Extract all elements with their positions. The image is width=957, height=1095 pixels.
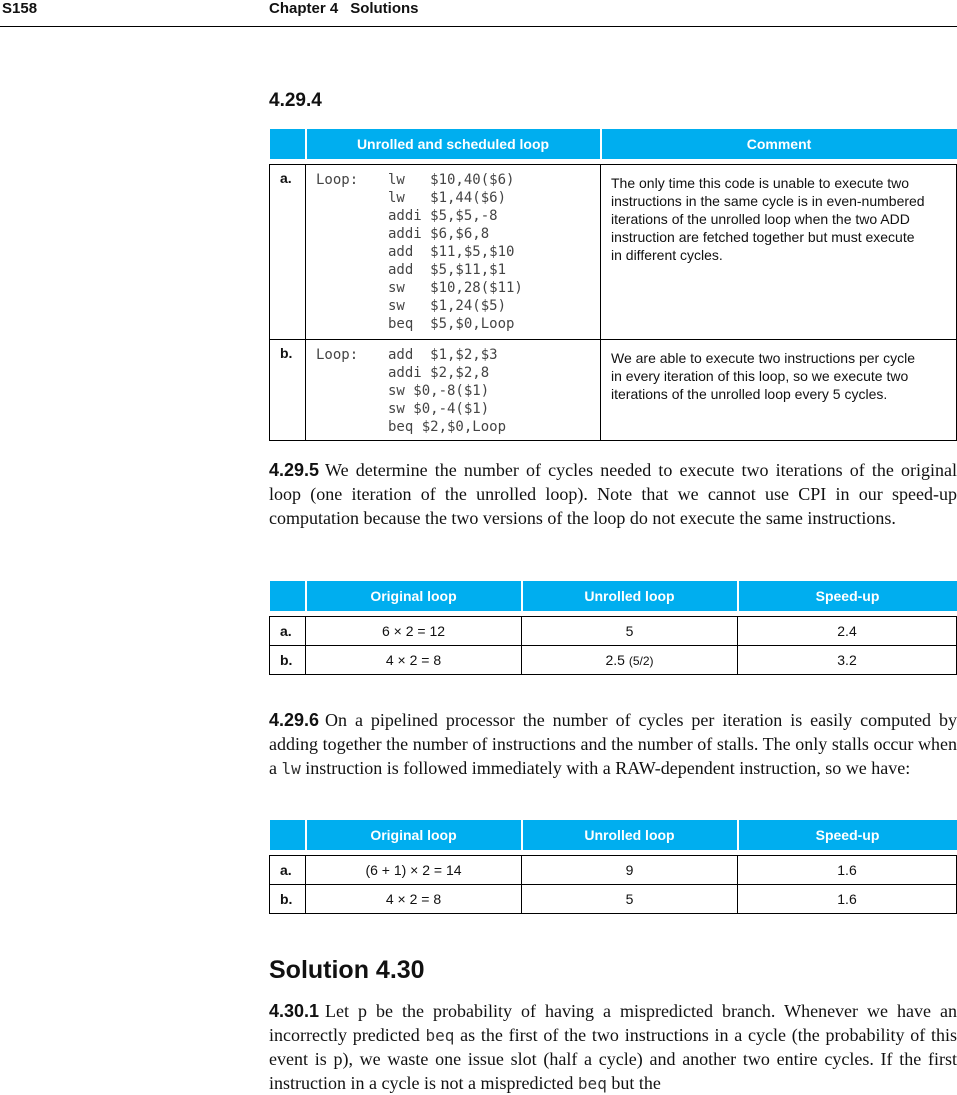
cell-original: 6 × 2 = 12 bbox=[306, 617, 522, 646]
inline-code: lw bbox=[281, 759, 301, 778]
section-heading-4-29-4: 4.29.4 bbox=[269, 90, 322, 111]
paragraph-4-29-6 bbox=[269, 708, 957, 780]
comment-cell: We are able to execute two instructions per cycle in every iteration of this loop, so we execute two iterations of the unrolled loop every 5 cycles. bbox=[601, 340, 957, 441]
solution-title: Solution 4.30 bbox=[269, 956, 425, 984]
loop-label: Loop: bbox=[316, 347, 359, 363]
table-row-b bbox=[270, 340, 957, 441]
code-line: sw $10,28($11) bbox=[388, 280, 523, 296]
code-line: Loop: add $1,$2,$3 bbox=[316, 347, 498, 363]
code-line: lw $1,44($6) bbox=[388, 190, 507, 206]
paragraph-4-29-5 bbox=[269, 458, 957, 530]
header-cell-comment: Comment bbox=[601, 129, 957, 159]
code-line: addi $2,$2,8 bbox=[388, 365, 490, 381]
row-label: b. bbox=[270, 885, 306, 914]
cell-speedup: 2.4 bbox=[738, 617, 957, 646]
cell-speedup: 1.6 bbox=[738, 885, 957, 914]
header-cell-original: Original loop bbox=[306, 820, 522, 850]
header-cell-original: Original loop bbox=[306, 581, 522, 611]
row-label: b. bbox=[270, 340, 306, 441]
paragraph-text: Let p be the probability of having a mispredicted branch. Whenever we have an incorrectly predicted bbox=[269, 1001, 957, 1045]
header-cell-blank bbox=[270, 820, 306, 850]
cell-original: (6 + 1) × 2 = 14 bbox=[306, 856, 522, 885]
paragraph-lead: 4.29.6 bbox=[269, 710, 320, 730]
paragraph-lead: 4.29.5 bbox=[269, 460, 320, 480]
unrolled-loop-table bbox=[269, 129, 957, 441]
inline-code: beq bbox=[425, 1026, 455, 1045]
code-line: beq $5,$0,Loop bbox=[388, 316, 515, 332]
speedup-table-2 bbox=[269, 820, 957, 914]
header-rule bbox=[0, 26, 957, 27]
paragraph-lead: 4.30.1 bbox=[269, 1001, 320, 1021]
table-row-b bbox=[270, 646, 957, 675]
header-cell-unrolled: Unrolled loop bbox=[522, 820, 738, 850]
row-label: a. bbox=[270, 165, 306, 340]
code-line: addi $5,$5,-8 bbox=[388, 208, 498, 224]
row-label: b. bbox=[270, 646, 306, 675]
paragraph-text: as the first of the two instructions in a cycle (the probability of this event is p), we waste one issue slot (half a cycle) and another two entire cycles. If the first instruction in a cycle is not a mispredicted bbox=[269, 1025, 957, 1093]
table-row-a bbox=[270, 856, 957, 885]
table-row-a bbox=[270, 617, 957, 646]
cell-unrolled: 5 bbox=[522, 617, 738, 646]
code-line: sw $0,-4($1) bbox=[388, 401, 490, 417]
header-cell-blank bbox=[270, 581, 306, 611]
cell-unrolled: 9 bbox=[522, 856, 738, 885]
table-header-row bbox=[270, 581, 957, 611]
row-label: a. bbox=[270, 856, 306, 885]
paragraph-text: On a pipelined processor the number of cycles per iteration is easily computed by adding together the number of instructions and the number of stalls. The only stalls occur when a bbox=[269, 710, 957, 778]
paragraph-4-30-1 bbox=[269, 999, 957, 1095]
chapter-label: Chapter 4 bbox=[269, 0, 339, 17]
header-cell-speedup: Speed-up bbox=[738, 820, 957, 850]
paragraph-text: We determine the number of cycles needed to execute two iterations of the original loop (one iteration of the unrolled loop). Note that we cannot use CPI in our speed-up computation because the two versions of the loop do not execute the same instructions. bbox=[269, 460, 957, 528]
paragraph-text: but the bbox=[611, 1073, 661, 1093]
speedup-table-1 bbox=[269, 581, 957, 675]
code-line: sw $0,-8($1) bbox=[388, 383, 490, 399]
cell-unrolled: 5 bbox=[522, 885, 738, 914]
comment-cell: The only time this code is unable to execute two instructions in the same cycle is in even-numbered iterations of the unrolled loop when the two ADD instruction are fetched together but must execute in different cycles. bbox=[601, 165, 957, 340]
code-line: sw $1,24($5) bbox=[388, 298, 507, 314]
code-line: add $11,$5,$10 bbox=[388, 244, 515, 260]
code-line: addi $6,$6,8 bbox=[388, 226, 490, 242]
code-line: beq $2,$0,Loop bbox=[388, 419, 507, 435]
header-cell-speedup: Speed-up bbox=[738, 581, 957, 611]
cell-speedup: 1.6 bbox=[738, 856, 957, 885]
page-number: S158 bbox=[2, 0, 38, 17]
inline-code: beq bbox=[577, 1074, 607, 1093]
row-label: a. bbox=[270, 617, 306, 646]
unrolled-note: (5/2) bbox=[628, 654, 654, 668]
cell-unrolled: 2.5 (5/2) bbox=[522, 646, 738, 675]
header-cell-unrolled: Unrolled loop bbox=[522, 581, 738, 611]
cell-original: 4 × 2 = 8 bbox=[306, 885, 522, 914]
running-head bbox=[269, 0, 419, 17]
table-row-b bbox=[270, 885, 957, 914]
code-cell bbox=[306, 340, 601, 441]
section-label: Solutions bbox=[350, 0, 419, 17]
code-cell bbox=[306, 165, 601, 340]
code-line: add $5,$11,$1 bbox=[388, 262, 507, 278]
header-cell-unrolled: Unrolled and scheduled loop bbox=[306, 129, 601, 159]
loop-label: Loop: bbox=[316, 172, 359, 188]
table-header-row bbox=[270, 129, 957, 159]
table-row-a bbox=[270, 165, 957, 340]
code-line: Loop: lw $10,40($6) bbox=[316, 172, 515, 188]
paragraph-text: instruction is followed immediately with a RAW-dependent instruction, so we have: bbox=[305, 758, 911, 778]
header-cell-blank bbox=[270, 129, 306, 159]
table-header-row bbox=[270, 820, 957, 850]
cell-original: 4 × 2 = 8 bbox=[306, 646, 522, 675]
cell-speedup: 3.2 bbox=[738, 646, 957, 675]
